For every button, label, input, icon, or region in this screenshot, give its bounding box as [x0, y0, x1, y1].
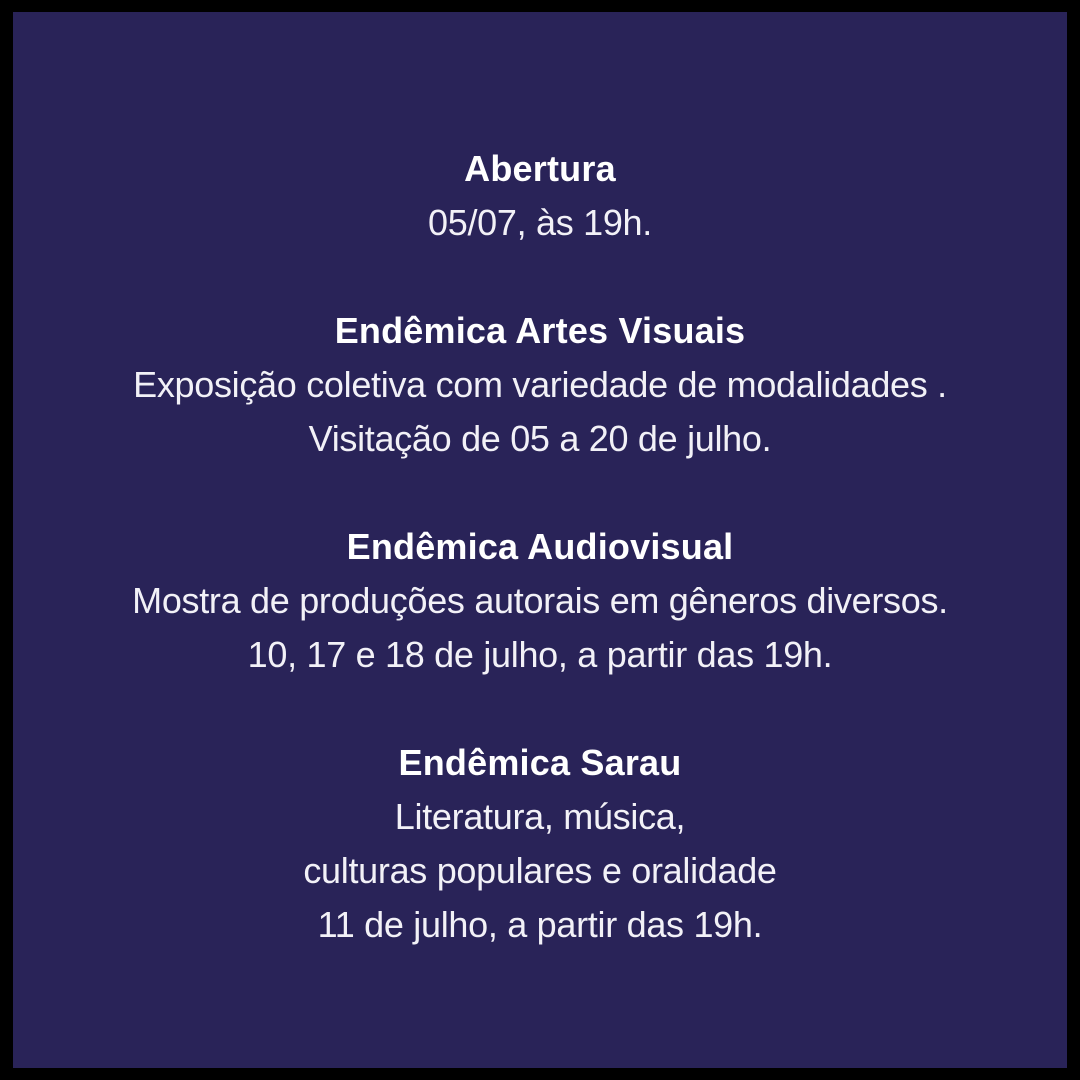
section-line: 11 de julho, a partir das 19h.: [317, 904, 763, 945]
section-line: Exposição coletiva com variedade de modalidades .: [133, 364, 947, 405]
section-artes-visuais: [13, 304, 1067, 466]
section-audiovisual: [13, 520, 1067, 682]
section-sarau: [13, 736, 1067, 952]
section-line: Literatura, música,: [394, 796, 686, 837]
section-line: Mostra de produções autorais em gêneros diversos.: [132, 580, 948, 621]
section-title: Endêmica Artes Visuais: [334, 310, 746, 351]
section-line: 05/07, às 19h.: [428, 202, 652, 243]
section-title: Abertura: [464, 148, 616, 189]
event-poster: [13, 12, 1067, 1068]
section-title: Endêmica Sarau: [398, 742, 682, 783]
section-line: 10, 17 e 18 de julho, a partir das 19h.: [247, 634, 833, 675]
section-title: Endêmica Audiovisual: [346, 526, 734, 567]
section-abertura: [13, 142, 1067, 250]
section-line: culturas populares e oralidade: [303, 850, 777, 891]
section-line: Visitação de 05 a 20 de julho.: [308, 418, 772, 459]
